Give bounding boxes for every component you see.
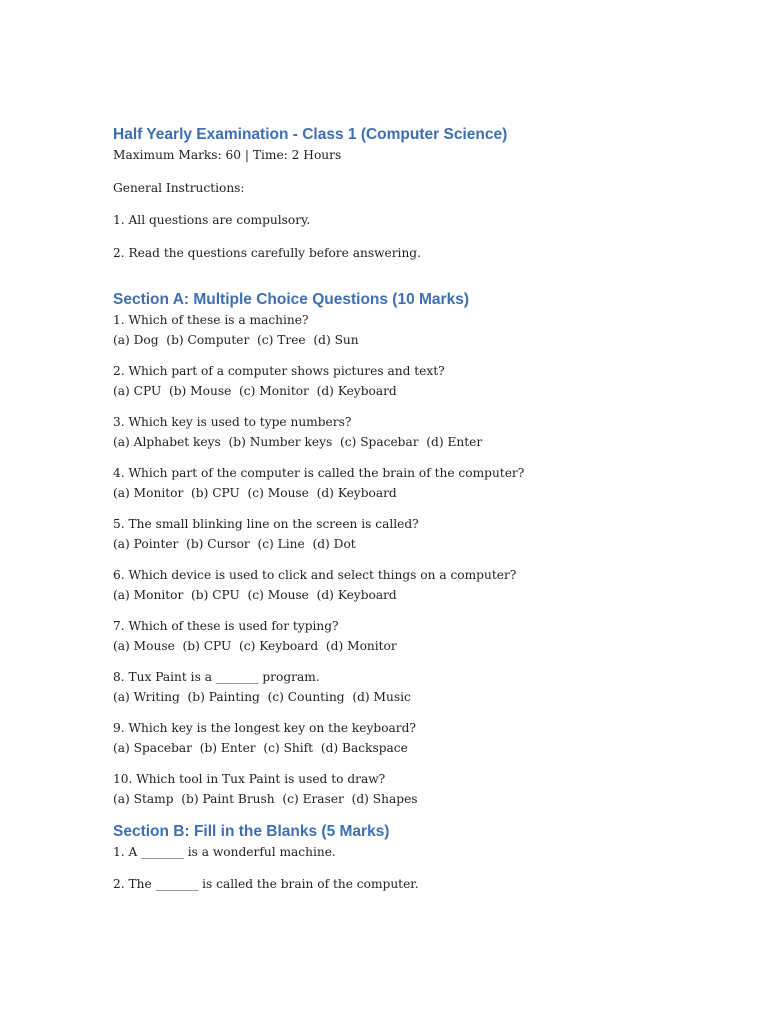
question-options: (a) Dog (b) Computer (c) Tree (d) Sun [113,332,359,347]
question-text: 7. Which of these is used for typing? [113,619,339,633]
question-text: 1. Which of these is a machine? [113,313,309,327]
exam-document [113,124,733,906]
question-text: 10. Which tool in Tux Paint is used to draw? [113,772,386,786]
mcq-question [113,362,733,401]
mcq-question [113,719,733,758]
exam-meta: Maximum Marks: 60 | Time: 2 Hours [113,148,342,162]
question-options: (a) Monitor (b) CPU (c) Mouse (d) Keyboard [113,587,397,602]
mcq-question [113,668,733,707]
question-options: (a) Spacebar (b) Enter (c) Shift (d) Backspace [113,740,408,755]
question-options: (a) Mouse (b) CPU (c) Keyboard (d) Monitor [113,638,397,653]
question-options: (a) CPU (b) Mouse (c) Monitor (d) Keyboard [113,383,397,398]
question-options: (a) Alphabet keys (b) Number keys (c) Spacebar (d) Enter [113,434,483,449]
mcq-question [113,617,733,656]
question-text: 4. Which part of the computer is called the brain of the computer? [113,466,525,480]
exam-title: Half Yearly Examination - Class 1 (Computer Science) [113,126,508,143]
instructions-heading: General Instructions: [113,180,245,195]
section-a-heading: Section A: Multiple Choice Questions (10 Marks) [113,291,469,308]
question-options: (a) Monitor (b) CPU (c) Mouse (d) Keyboard [113,485,397,500]
mcq-question [113,464,733,503]
instruction-item: 2. Read the questions carefully before answering. [113,245,421,260]
question-options: (a) Pointer (b) Cursor (c) Line (d) Dot [113,536,356,551]
question-text: 9. Which key is the longest key on the keyboard? [113,721,416,735]
question-text: 6. Which device is used to click and select things on a computer? [113,568,517,582]
fill-blank-item: 1. A _______ is a wonderful machine. [113,845,336,859]
fill-blank-item: 2. The _______ is called the brain of the computer. [113,876,419,891]
question-text: 2. Which part of a computer shows pictures and text? [113,364,445,378]
question-options: (a) Writing (b) Painting (c) Counting (d) Music [113,689,411,704]
instruction-item: 1. All questions are compulsory. [113,213,311,227]
mcq-question [113,566,733,605]
mcq-question [113,515,733,554]
question-text: 5. The small blinking line on the screen is called? [113,517,419,531]
question-text: 8. Tux Paint is a _______ program. [113,670,320,684]
mcq-question [113,413,733,452]
section-b-heading: Section B: Fill in the Blanks (5 Marks) [113,823,390,840]
question-options: (a) Stamp (b) Paint Brush (c) Eraser (d) Shapes [113,791,418,806]
question-text: 3. Which key is used to type numbers? [113,415,352,429]
mcq-question [113,311,733,350]
mcq-question [113,770,733,809]
